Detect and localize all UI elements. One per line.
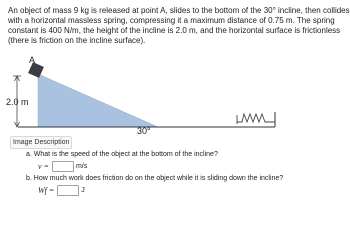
height-label: 2.0 m [6, 97, 29, 107]
work-answer-label: Wf = [38, 185, 55, 195]
speed-answer-input[interactable] [52, 161, 74, 172]
problem-line: (there is friction on the incline surface). [8, 36, 146, 45]
problem-line: An object of mass 9 kg is released at point A, slides to the bottom of the 30° incline, then collides [8, 6, 350, 15]
problem-line: with a horizontal massless spring, compressing it a maximum distance of 0.75 m. The spring [8, 16, 335, 25]
problem-statement [8, 6, 350, 46]
question-b-answer-row [38, 184, 346, 196]
work-answer-input[interactable] [57, 185, 79, 196]
incline-diagram [0, 50, 350, 150]
speed-unit: m/s [75, 162, 88, 170]
question-b-text: b. How much work does friction do on the object while it is sliding down the incline? [26, 175, 284, 182]
problem-line: constant is 400 N/m, the height of the incline is 2.0 m, and the horizontal surface is frictionless [8, 26, 341, 35]
speed-answer-label: v = [38, 161, 49, 171]
incline-figure [0, 50, 350, 150]
questions [26, 150, 346, 198]
work-unit: J [81, 186, 85, 194]
angle-label: 30° [137, 126, 151, 136]
question-a-text: a. What is the speed of the object at the bottom of the incline? [26, 151, 218, 158]
incline-triangle [38, 74, 158, 127]
point-a-label: A [29, 55, 36, 65]
question-a-answer-row [38, 160, 346, 172]
image-description-button[interactable]: Image Description [10, 136, 72, 149]
spring [237, 114, 275, 122]
